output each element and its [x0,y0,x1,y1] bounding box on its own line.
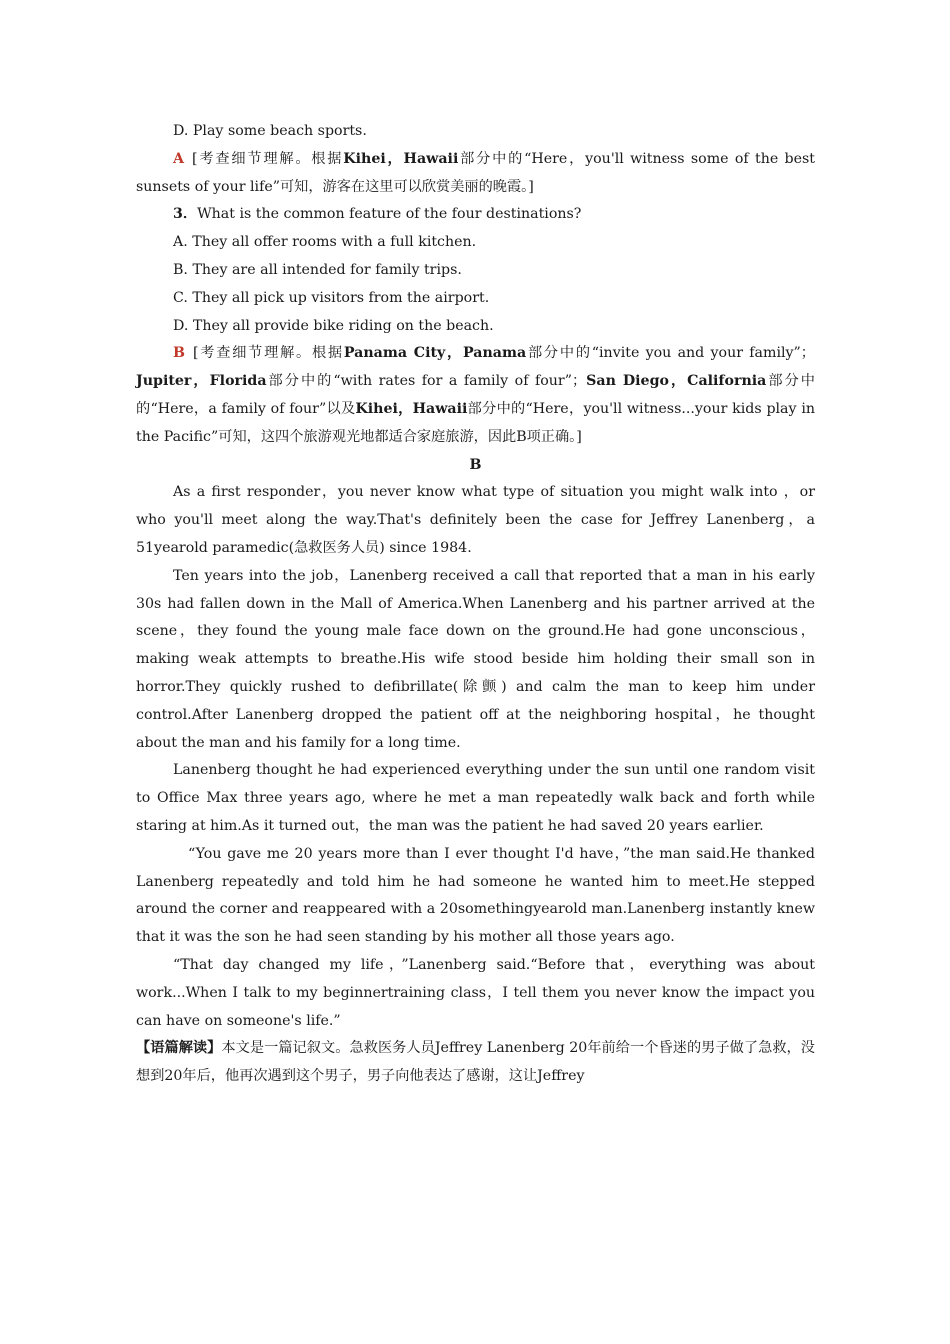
q3-option-b: B. They are all intended for family trips. [173,261,462,278]
q3-option-c: C. They all pick up visitors from the airport. [173,289,490,306]
q3-option-d: D. They all provide bike riding on the beach. [173,317,494,334]
q3-number: 3． [173,206,198,223]
passage-paragraph-5: “That day changed my life，”Lanenberg said.“Before that，everything was about work...When I talk to my beginnertraining class，I tell them you never know the impact you can have on someone's life.” [136,956,815,1029]
q2-answer: A [173,150,185,167]
reading-note-label: 【语篇解读】 [136,1040,222,1057]
passage-paragraph-1: As a first responder，you never know what type of situation you might walk into ，or who you'll meet along the way.That's definitely been the case for Jeffrey Lanenberg，a 51yearold paramedic(急救医务人员) since 1984. [136,484,815,556]
reading-note-text: 本文是一篇记叙文。急救医务人员Jeffrey Lanenberg 20年前给一个昏迷的男子做了急救，没想到20年后，他再次遇到这个男子，男子向他表达了感谢，这让Jeffrey [136,1040,815,1085]
q2-explanation: A [考查细节理解。根据Kihei，Hawaii部分中的“Here，you'll witness some of the best sunsets of your life”可知，游客在这里可以欣赏美丽的晚霞。] [136,150,816,195]
q3-answer: B [173,345,185,362]
passage-paragraph-2: Ten years into the job，Lanenberg received a call that reported that a man in his early 30s had fallen down in the Mall of America.When Lanenberg and his partner arrived at the scene，they found the young male face down on the ground.He had gone unconscious，making weak attempts to breathe.His wife stood beside him holding their small son in horror.They quickly rushed to defibrillate(除颤) and calm the man to keep him under control.After Lanenberg dropped the patient off at the neighboring hospital，he thought about the man and his family for a long time. [136,567,815,751]
passage-paragraph-3: Lanenberg thought he had experienced everything under the sun until one random visit to Office Max three years ago, where he met a man repeatedly walk back and forth while staring at him.As it turned out，the man was the patient he had saved 20 years earlier. [136,762,815,834]
passage-paragraph-4: “You gave me 20 years more than I ever thought I'd have，”the man said.He thanked Lanenberg repeatedly and told him he had someone he wanted him to meet.He stepped around the corner and reappeared with a 20somethingyearold man.Lanenberg instantly knew that it was the son he had seen standing by his mother all those years ago. [136,845,815,946]
reading-note [136,1035,815,1091]
q3-option-a: A. They all offer rooms with a full kitchen. [173,234,477,251]
q3-explanation: B [考查细节理解。根据Panama City，Panama部分中的“invite you and your family”；Jupiter，Florida部分中的“with rates for a family of four”；San Diego，California部分中的“Here，a family of four”以及Kihei，Hawaii部分中的“Here，you'll witness...your kids play in the Pacific”可知，这四个旅游观光地都适合家庭旅游，因此B项正确。] [136,345,815,445]
section-heading-b: B [469,456,482,473]
q2-option-d: D. Play some beach sports. [173,123,367,139]
document-page [136,118,815,1091]
q3-stem: 3．What is the common feature of the four destinations? [173,206,582,223]
